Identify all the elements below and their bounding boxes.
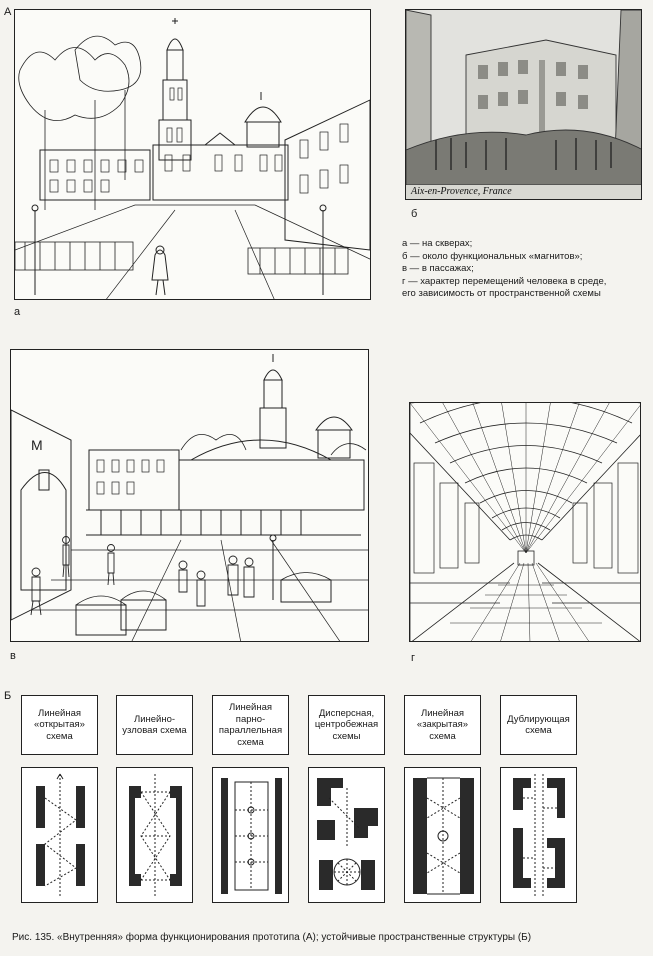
legend-item: в — в пассажах;	[402, 263, 474, 274]
sub-label-v: в	[10, 650, 16, 662]
legend-item: его зависимость от пространственной схемы	[402, 288, 601, 299]
illustration-square-with-church	[14, 9, 371, 300]
scheme-diagram-linear-parallel	[212, 767, 289, 903]
section-label-b: Б	[4, 690, 12, 702]
scheme-diagram-dispersed	[308, 767, 385, 903]
scheme-diagram-duplicating	[500, 767, 577, 903]
legend-item: б — около функциональных «магнитов»;	[402, 250, 583, 262]
scheme-diagram-linear-open	[21, 767, 98, 903]
photo-aix-en-provence	[405, 9, 642, 200]
legend-item: а — на скверах;	[402, 238, 473, 249]
scheme-diagram-linear-closed	[404, 767, 481, 903]
figure-caption: Рис. 135. «Внутренняя» форма функционирования прототипа (А); устойчивые пространственные структуры (Б)	[12, 932, 532, 943]
scheme-label: Дисперсная, центробежная схемы	[308, 695, 385, 755]
legend	[402, 238, 606, 301]
sub-label-b: б	[411, 208, 418, 220]
photo-caption: Aix-en-Provence, France	[411, 186, 512, 197]
sub-label-g: г	[411, 652, 416, 664]
scheme-label: Линейная «открытая» схема	[21, 695, 98, 755]
illustration-square-with-passage	[10, 349, 369, 642]
scheme-diagram-linear-nodal	[116, 767, 193, 903]
scheme-label: Линейно-узловая схема	[116, 695, 193, 755]
illustration-covered-passage	[409, 402, 641, 642]
sub-label-a: а	[14, 306, 21, 318]
scheme-label: Линейная парно-параллельная схема	[212, 695, 289, 755]
scheme-label: Линейная «закрытая» схема	[404, 695, 481, 755]
scheme-label: Дублирующая схема	[500, 695, 577, 755]
svg-text:M: M	[31, 437, 43, 453]
legend-item: г — характер перемещений человека в среде,	[402, 275, 607, 287]
section-label-a: А	[4, 6, 12, 18]
